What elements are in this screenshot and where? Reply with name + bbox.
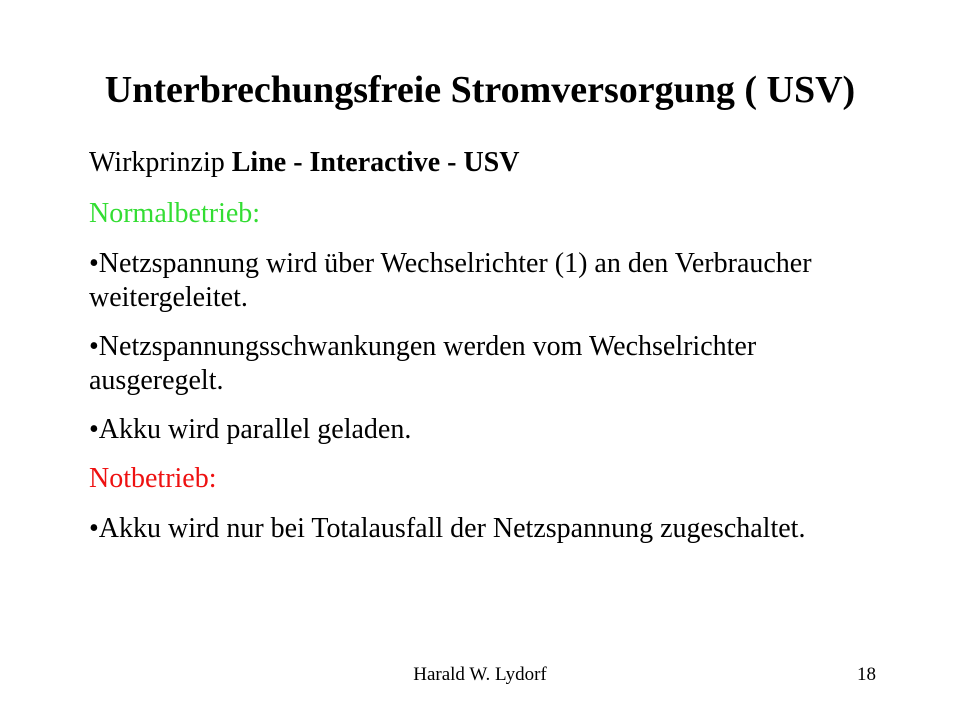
normal-operation-heading: Normalbetrieb: <box>89 198 261 229</box>
footer-author: Harald W. Lydorf <box>413 664 547 685</box>
normal-bullet-1: •Netzspannung wird über Wechselrichter (1) an den Verbraucher weitergeleitet. <box>89 248 812 313</box>
emergency-bullet-1: •Akku wird nur bei Totalausfall der Netzspannung zugeschaltet. <box>89 513 806 544</box>
normal-bullet-3: •Akku wird parallel geladen. <box>89 414 412 445</box>
subtitle <box>89 146 879 180</box>
slide-title: Unterbrechungsfreie Stromversorgung ( USV) <box>104 69 856 111</box>
page-number: 18 <box>857 664 876 685</box>
subtitle-emphasis: Line - Interactive - USV <box>231 147 520 178</box>
slide-content <box>89 146 879 561</box>
emergency-operation-heading: Notbetrieb: <box>89 463 217 494</box>
normal-bullet-2: •Netzspannungsschwankungen werden vom Wechselrichter ausgeregelt. <box>89 331 757 396</box>
subtitle-prefix: Wirkprinzip <box>89 147 232 178</box>
